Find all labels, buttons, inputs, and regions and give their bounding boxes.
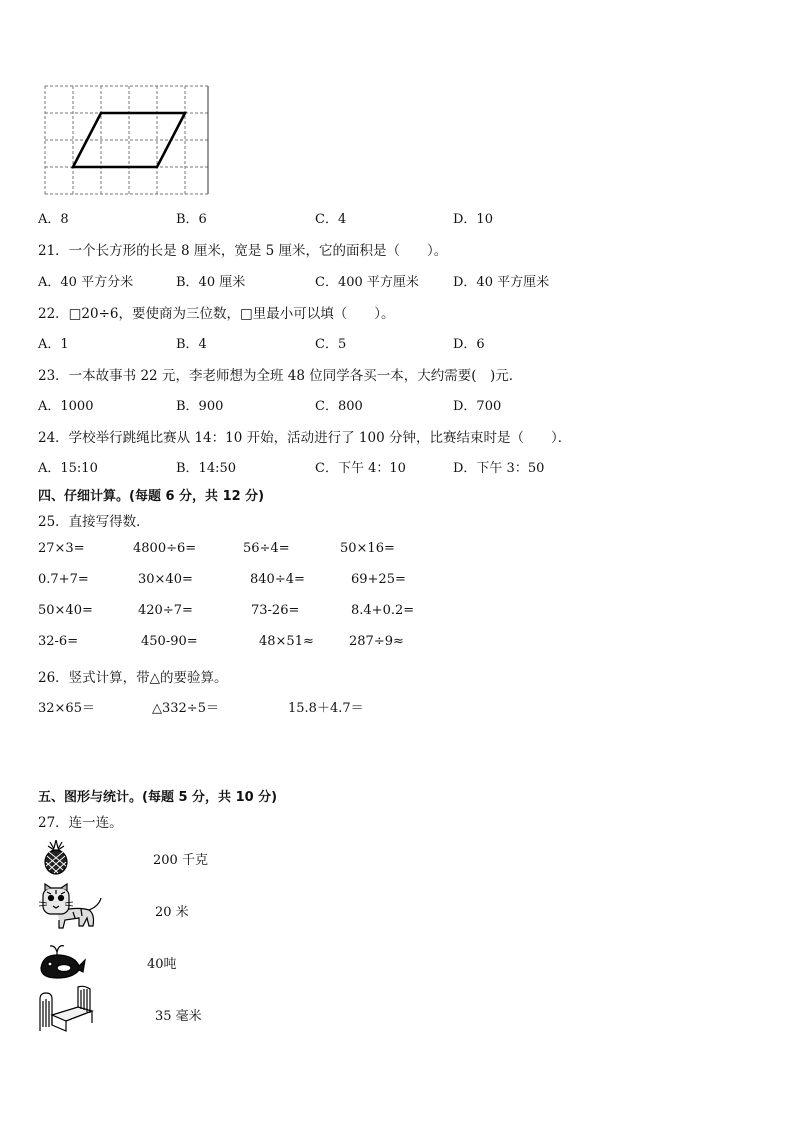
tiger-icon [37,884,103,932]
pineapple-icon [38,838,74,876]
calc-item: 27×3= [38,541,85,556]
q27-label-2: 20 米 [155,905,189,920]
q24-option-b[interactable]: B．14:50 [176,461,237,476]
q20-option-c[interactable]: C．4 [315,212,347,227]
q22-option-d[interactable]: D．6 [453,337,485,352]
q20-option-b[interactable]: B．6 [176,212,207,227]
vertical-calc-item: 32×65＝ [38,701,95,716]
calc-item: 450-90= [141,634,198,649]
q23-option-d[interactable]: D．700 [453,399,502,414]
q24-option-c[interactable]: C．下午 4：10 [315,461,406,476]
q23-stem: 23．一本故事书 22 元，李老师想为全班 48 位同学各买一本，大约需要( )元． [38,368,523,384]
calc-item: 32-6= [38,634,79,649]
q21-option-d[interactable]: D．40 平方厘米 [453,275,550,290]
q21-option-b[interactable]: B．40 厘米 [176,275,246,290]
q25-stem: 25．直接写得数． [38,514,150,530]
q27-label-1: 200 千克 [153,853,208,868]
calc-item: 69+25= [351,572,406,587]
calc-item: 50×40= [38,603,93,618]
calc-item: 48×51≈ [259,634,314,649]
calc-item: 30×40= [138,572,193,587]
q21-option-a[interactable]: A．40 平方分米 [38,275,134,290]
section-4-heading: 四、仔细计算。(每题 6 分，共 12 分) [38,489,265,504]
q20-option-d[interactable]: D．10 [453,212,493,227]
q21-stem: 21．一个长方形的长是 8 厘米，宽是 5 厘米，它的面积是（ ）。 [38,243,448,259]
q27-label-3: 40吨 [147,957,177,972]
q24-option-d[interactable]: D．下午 3：50 [453,461,545,476]
q20-option-a[interactable]: A．8 [38,212,69,227]
calc-item: 840÷4= [250,572,305,587]
calc-item: 8.4+0.2= [351,603,415,618]
q24-stem: 24．学校举行跳绳比赛从 14：10 开始，活动进行了 100 分钟，比赛结束时是（ ）． [38,430,572,446]
calc-item: 0.7+7= [38,572,89,587]
calc-item: 287÷9≈ [349,634,404,649]
q22-option-c[interactable]: C．5 [315,337,347,352]
q22-option-b[interactable]: B．4 [176,337,207,352]
calc-item: 50×16= [340,541,395,556]
q22-stem: 22．□20÷6，要使商为三位数，□里最小可以填（ ）。 [38,306,395,322]
q26-stem: 26．竖式计算，带△的要验算。 [38,670,228,686]
q21-option-c[interactable]: C．400 平方厘米 [315,275,419,290]
vertical-calc-item: △332÷5＝ [152,701,219,716]
q27-stem: 27．连一连。 [38,815,123,831]
q23-option-c[interactable]: C．800 [315,399,363,414]
q27-label-4: 35 毫米 [155,1009,202,1024]
calc-item: 73-26= [251,603,300,618]
calc-item: 56÷4= [243,541,290,556]
q23-option-a[interactable]: A．1000 [38,399,94,414]
q23-option-b[interactable]: B．900 [176,399,224,414]
q24-option-a[interactable]: A．15:10 [38,461,98,476]
whale-icon [37,942,87,980]
calc-item: 4800÷6= [133,541,197,556]
bed-icon [38,985,94,1033]
parallelogram-grid-figure [40,84,215,199]
section-5-heading: 五、图形与统计。(每题 5 分，共 10 分) [38,790,278,805]
vertical-calc-item: 15.8＋4.7＝ [288,701,364,716]
q22-option-a[interactable]: A．1 [38,337,69,352]
calc-item: 420÷7= [138,603,193,618]
